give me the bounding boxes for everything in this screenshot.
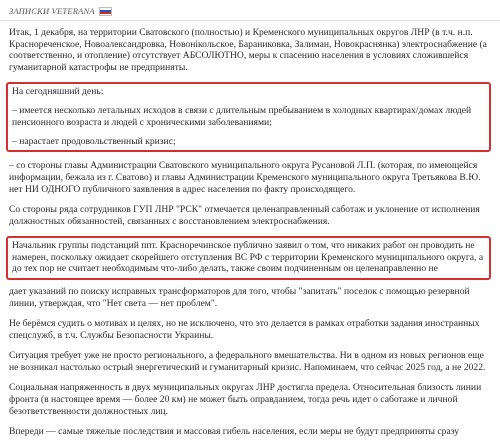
article-body <box>9 27 493 446</box>
paragraph-federal: Ситуация требует уже не просто регионального, а федерального вмешательства. Ни в одном из новых регионов еще не возникал настолько острый энергетический и гуманитарный кризис. Напоминаем, что сейчас 2025 год, а не 2022. <box>9 350 486 374</box>
paragraph-substation-chief: Начальник группы подстанций ппт. Красноречинское публично заявил о том, что никаких работ он проводить не намерен, поскольку ожидает скорейшего отступления ВС РФ с территории Кременского муниципального округа, а до тех пор не считает необходимым что-либо делать, также своим подчиненным он целенаправленно не <box>12 239 484 275</box>
paragraph-social-tension: Социальная напряженность в двух муниципальных округах ЛНР достигла предела. Относительная близость линии фронта (в настоящее время — более 20 км) не может быть оправданием, тогда речь идет о саботаже и личной безответственности должностных лиц. <box>9 382 482 417</box>
paragraph-today: На сегодняшний день: <box>12 86 104 98</box>
paragraph-officials: – со стороны главы Администрации Сватовского муниципального округа Русановой Л.П. (которая, по имеющейся информации, бежала из г. Сватово) и главы Администрации Кременского муниципального округа Третьякова В.Ю. нет НИ ОДНОГО публичного заявления в адрес населения по факту происходящего. <box>9 160 481 195</box>
paragraph-food-crisis: – нарастает продовольственный кризис; <box>12 135 176 147</box>
paragraph-fatalities: – имеется несколько летальных исходов в связи с длительным пребыванием в холодных квартирах/домах людей пенсионного возраста и людей с хроническими заболеваниями; <box>12 105 472 128</box>
highlight-box-substation-chief <box>6 236 491 280</box>
site-header <box>9 5 112 17</box>
paragraph-motives: Не берёмся судить о мотивах и целях, но не исключено, что это делается в рамках отработки задания иностранных спецслужб, в т.ч. Службы Безопасности Украины. <box>9 318 480 342</box>
paragraph-ahead: Впереди — самые тяжелые последствия и массовая гибель населения, если меры не будут предприняты сразу <box>9 426 460 438</box>
highlight-box-consequences <box>6 82 491 152</box>
paragraph-substation-chief-cont: дает указаний по поиску исправных трансформаторов для того, чтобы "запитать" поселок с помощью резервной линии, утверждая, что "Нет света — нет проблем". <box>9 286 470 309</box>
site-title[interactable]: ЗАПИСКИ VETERANA <box>9 6 95 16</box>
flag-stripe-red <box>100 12 111 14</box>
paragraph-intro: Итак, 1 декабря, на территории Сватовского (полностью) и Кременского муниципальных округов ЛНР (в т.ч. н.п. Краснореченское, Новоалександровка, Новонікольское, Бараниковка, Залиман, Новокраснянка) электроснабжение (а соответственно, и отопление) отсутствует АБСОЛЮТНО, меры к спасению населения в условиях сложившейся гуманитарной катастрофы не предприняты. <box>9 27 487 74</box>
header-divider <box>0 20 500 21</box>
paragraph-sabotage: Со стороны ряда сотрудников ГУП ЛНР "РСК" отмечается целенаправленный саботаж и уклонение от исполнения должностных обязанностей, связанных с восстановлением электроснабжения. <box>9 203 480 227</box>
russian-flag-icon <box>99 7 112 16</box>
